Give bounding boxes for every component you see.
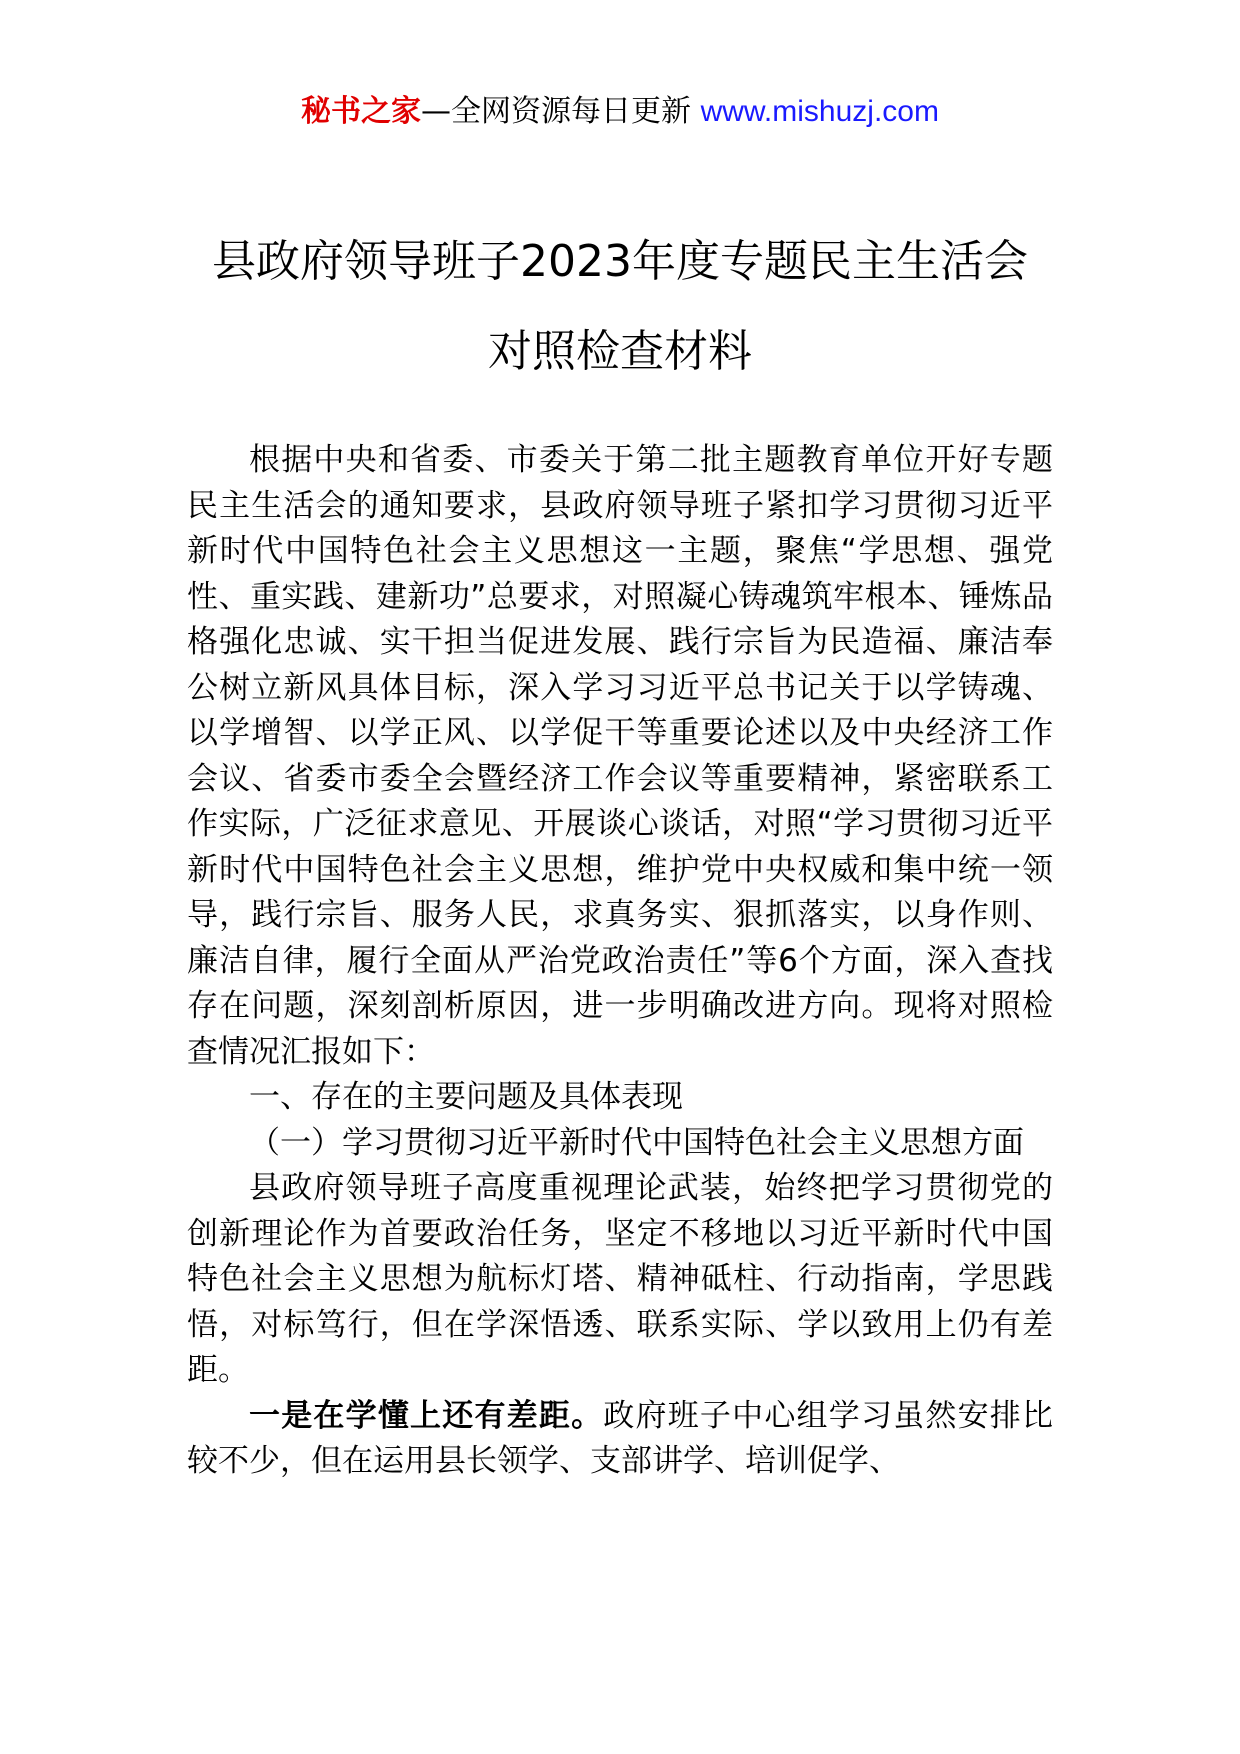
section-paragraph-1: 县政府领导班子高度重视理论武装，始终把学习贯彻党的创新理论作为首要政治任务，坚定不移地以习近平新时代中国特色社会主义思想为航标灯塔、精神砥柱、行动指南，学思践悟，对标笃行，但在学深悟透、联系实际、学以致用上仍有差距。: [187, 1170, 1053, 1388]
site-brand: 秘书之家: [301, 94, 422, 129]
document-title-line-1: 县政府领导班子2023年度专题民主生活会: [212, 236, 1028, 287]
site-url-link[interactable]: www.mishuzj.com: [700, 95, 939, 128]
site-tagline: —全网资源每日更新: [421, 94, 701, 129]
point-paragraph-1: [187, 1394, 1053, 1485]
intro-paragraph: 根据中央和省委、市委关于第二批主题教育单位开好专题民主生活会的通知要求，县政府领导班子紧扣学习贯彻习近平新时代中国特色社会主义思想这一主题，聚焦“学思想、强党性、重实践、建新功”总要求，对照凝心铸魂筑牢根本、锤炼品格强化忠诚、实干担当促进发展、践行宗旨为民造福、廉洁奉公树立新风具体目标，深入学习习近平总书记关于以学铸魂、以学增智、以学正风、以学促干等重要论述以及中央经济工作会议、省委市委全会暨经济工作会议等重要精神，紧密联系工作实际，广泛征求意见、开展谈心谈话，对照“学习贯彻习近平新时代中国特色社会主义思想，维护党中央权威和集中统一领导，践行宗旨、服务人民，求真务实、狠抓落实，以身作则、廉洁自律，履行全面从严治党政治责任”等6个方面，深入查找存在问题，深刻剖析原因，进一步明确改进方向。现将对照检查情况汇报如下：: [187, 442, 1053, 1070]
section-heading-1: 一、存在的主要问题及具体表现: [249, 1079, 683, 1115]
subsection-heading-1: （一）学习贯彻习近平新时代中国特色社会主义思想方面: [249, 1124, 1024, 1161]
point-lead: 一是在学懂上还有差距。: [249, 1397, 604, 1434]
document-body: [187, 438, 1053, 1485]
site-banner: [0, 92, 1240, 132]
document-title-line-2: 对照检查材料: [488, 326, 752, 377]
point-text: 政府班子中心组学习虽然安排比较不少，但在运用县长领学、支部讲学、培训促学、: [187, 1397, 1054, 1479]
